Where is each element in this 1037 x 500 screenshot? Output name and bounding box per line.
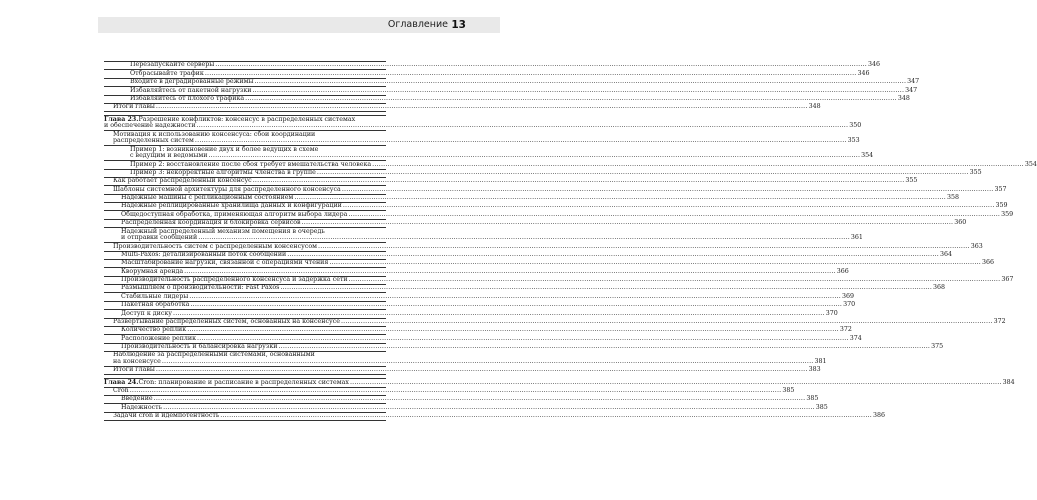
toc-entry-title: Отбрасывайте трафик xyxy=(130,69,204,77)
leader-dots xyxy=(162,359,814,366)
toc-page-number: 385 xyxy=(806,395,819,403)
leader-dots xyxy=(130,388,782,395)
leader-dots xyxy=(187,327,839,334)
leader-dots xyxy=(287,252,939,259)
leader-dots xyxy=(317,170,969,177)
toc-entry-title: Multi-Paxos: детализированный поток сообщений xyxy=(121,250,287,258)
toc-page-number: 348 xyxy=(808,103,821,111)
toc-entry[interactable] xyxy=(104,259,995,268)
toc-page-number: 354 xyxy=(1024,160,1037,168)
leader-dots xyxy=(197,336,849,343)
toc-page-number: 364 xyxy=(939,250,952,258)
toc-page-number: 359 xyxy=(995,202,1008,210)
leader-dots xyxy=(215,62,867,69)
toc-entry[interactable] xyxy=(104,326,852,335)
toc-entry-title: Развертывание распределенных систем, основанных на консенсусе xyxy=(113,317,340,325)
leader-dots xyxy=(189,294,841,301)
toc-page-number: 353 xyxy=(847,137,860,145)
toc-entry-title: Избавляйтесь от пакетной нагрузки xyxy=(130,86,252,94)
leader-dots xyxy=(198,235,850,242)
toc-page-number: 350 xyxy=(849,122,862,130)
toc-entry-title: Избавляйтесь от плохого трафика xyxy=(130,94,245,102)
toc-entry-title: и обеспечение надежности xyxy=(104,122,196,130)
toc-entry-title: Итоги главы xyxy=(113,103,155,111)
toc-entry-title: с ведущим и ведомыми xyxy=(130,152,208,160)
toc-entry-title: Надежный распределенный механизм помещения в очередь xyxy=(121,227,325,235)
header-title: Оглавление xyxy=(387,19,448,30)
toc-entry-title: Размышляем о производительности: Fast Paxos xyxy=(121,284,280,292)
toc-page-number: 372 xyxy=(993,317,1006,325)
leader-dots xyxy=(220,413,872,420)
toc-entry-title: распределенных систем xyxy=(113,137,194,145)
leader-dots xyxy=(318,244,970,251)
toc-entry-title: Доступ к диску xyxy=(121,309,173,317)
leader-dots xyxy=(343,203,995,210)
toc-entry-title: Производительность и балансировка нагрузки xyxy=(121,343,278,351)
chapter-number: Глава 24. xyxy=(104,378,139,386)
toc-page-number: 386 xyxy=(872,412,885,420)
leader-dots xyxy=(294,195,946,202)
leader-dots xyxy=(184,269,836,276)
leader-dots xyxy=(245,96,897,103)
toc-entry-title: Пример 3: некорректные алгоритмы членства в группе xyxy=(130,168,316,176)
toc-entry-title: Надежность xyxy=(121,403,163,411)
toc-page-number: 374 xyxy=(849,334,862,342)
toc-entry-title: Количество реплик xyxy=(121,326,187,334)
toc-page-number: 357 xyxy=(994,185,1007,193)
toc-entry-title: Cron xyxy=(113,387,129,395)
toc-entry-title: Надежные реплицированные хранилища данных и конфигураций xyxy=(121,202,342,210)
toc-entry-title: Производительность распределенного консенсуса и задержка сети xyxy=(121,276,348,284)
toc-entry-title: Стабильные лидеры xyxy=(121,292,189,300)
toc-page-number: 346 xyxy=(867,61,881,69)
leader-dots xyxy=(341,319,993,326)
toc-entry-title: Введение xyxy=(121,395,153,403)
toc-entry-title: Общедоступная обработка, применяющая алгоритм выбора лидера xyxy=(121,210,348,218)
leader-dots xyxy=(349,277,1001,284)
toc-page-number: 346 xyxy=(857,69,870,77)
leader-dots xyxy=(208,153,860,160)
leader-dots xyxy=(154,396,806,403)
toc-entry[interactable] xyxy=(104,103,821,112)
leader-dots xyxy=(342,187,994,194)
leader-dots xyxy=(372,162,1024,169)
toc-page-number: 359 xyxy=(1001,210,1014,218)
leader-dots xyxy=(156,367,808,374)
toc-entry[interactable] xyxy=(104,366,821,375)
toc-entry-title: Задачи cron и идемпотентность xyxy=(113,412,220,420)
toc-page-number: 385 xyxy=(782,387,795,395)
table-of-contents xyxy=(104,61,1037,421)
toc-page-number: 369 xyxy=(841,292,854,300)
toc-entry-title: Шаблоны системной архитектуры для распределенного консенсуса xyxy=(113,185,341,193)
toc-entry-title: Пакетная обработка xyxy=(121,301,190,309)
toc-entry-title: и отправки сообщений xyxy=(121,234,198,242)
leader-dots xyxy=(163,405,815,412)
toc-entry-title: Итоги главы xyxy=(113,366,155,374)
toc-entry[interactable] xyxy=(104,78,920,87)
toc-page-number: 367 xyxy=(1001,276,1014,284)
toc-entry-title: Cron: планирование и расписание в распределенных системах xyxy=(138,378,349,386)
toc-page-number: 366 xyxy=(836,267,849,275)
toc-entry-title: Пример 1: возникновение двух и более ведущих в схеме xyxy=(130,145,319,153)
toc-page-number: 347 xyxy=(907,78,920,86)
toc-page-number: 375 xyxy=(931,343,944,351)
running-header xyxy=(98,17,500,33)
toc-entry[interactable] xyxy=(104,219,967,228)
toc-page-number: 368 xyxy=(933,284,946,292)
toc-page-number: 381 xyxy=(814,357,827,365)
toc-page-number: 383 xyxy=(808,366,821,374)
toc-entry-title: Распределенная координация и блокировка сервисов xyxy=(121,219,301,227)
toc-entry-title: Кворумная аренда xyxy=(121,267,184,275)
leader-dots xyxy=(197,123,849,130)
leader-dots xyxy=(254,79,906,86)
toc-page-number: 354 xyxy=(861,152,874,160)
toc-entry-title: Производительность систем с распределенным консенсусом xyxy=(113,242,318,250)
toc-page-number: 366 xyxy=(982,259,995,267)
leader-dots xyxy=(156,104,808,111)
toc-entry[interactable] xyxy=(104,130,860,146)
toc-page-number: 355 xyxy=(905,177,918,185)
toc-chapter-entry[interactable] xyxy=(104,115,862,131)
leader-dots xyxy=(348,212,1000,219)
toc-entry[interactable] xyxy=(104,301,856,310)
toc-entry-title: Как работает распределенный консенсус xyxy=(113,177,252,185)
leader-dots xyxy=(280,285,932,292)
page-number: 13 xyxy=(451,19,466,31)
toc-page-number: 348 xyxy=(897,94,910,102)
toc-page-number: 355 xyxy=(969,168,982,176)
leader-dots xyxy=(350,380,1002,387)
leader-dots xyxy=(195,138,847,145)
toc-page-number: 358 xyxy=(947,194,960,202)
toc-entry-title: Масштабирование нагрузки, связанной с операциями чтения xyxy=(121,259,329,267)
toc-entry-title: на консенсусе xyxy=(113,357,161,365)
leader-dots xyxy=(205,71,857,78)
toc-entry-title: Мотивация к использованию консенсуса: сбои координации xyxy=(113,130,316,138)
toc-page-number: 384 xyxy=(1002,378,1015,386)
toc-page-number: 363 xyxy=(970,242,983,250)
toc-entry-title: Пример 2: восстановление после сбоя требует вмешательства человека xyxy=(130,160,372,168)
leader-dots xyxy=(190,302,842,309)
leader-dots xyxy=(252,88,904,95)
leader-dots xyxy=(278,344,930,351)
toc-page-number: 385 xyxy=(815,403,828,411)
leader-dots xyxy=(302,220,954,227)
toc-page-number: 361 xyxy=(850,234,863,242)
toc-entry-title: Разрешение конфликтов: консенсус в распределенных системах xyxy=(138,115,356,123)
leader-dots xyxy=(329,260,981,267)
toc-page-number: 370 xyxy=(825,309,838,317)
toc-page-number: 372 xyxy=(839,326,852,334)
toc-entry-title: Перезапускайте серверы xyxy=(130,61,215,69)
leader-dots xyxy=(173,311,825,318)
toc-entry-title: Надежные машины с репликационным состоянием xyxy=(121,194,294,202)
toc-entry-title: Расположение реплик xyxy=(121,334,197,342)
toc-entry[interactable] xyxy=(104,351,827,367)
toc-entry[interactable] xyxy=(104,412,885,421)
leader-dots xyxy=(253,178,905,185)
toc-entry-title: Входите в деградированные режимы xyxy=(130,78,254,86)
chapter-number: Глава 23. xyxy=(104,115,139,123)
toc-entry[interactable] xyxy=(104,227,863,243)
toc-entry[interactable] xyxy=(104,145,874,161)
toc-entry-title: Наблюдение за распределенными системами, основанными xyxy=(113,351,315,359)
toc-page-number: 347 xyxy=(905,86,918,94)
toc-page-number: 370 xyxy=(843,301,856,309)
toc-page-number: 360 xyxy=(954,219,967,227)
